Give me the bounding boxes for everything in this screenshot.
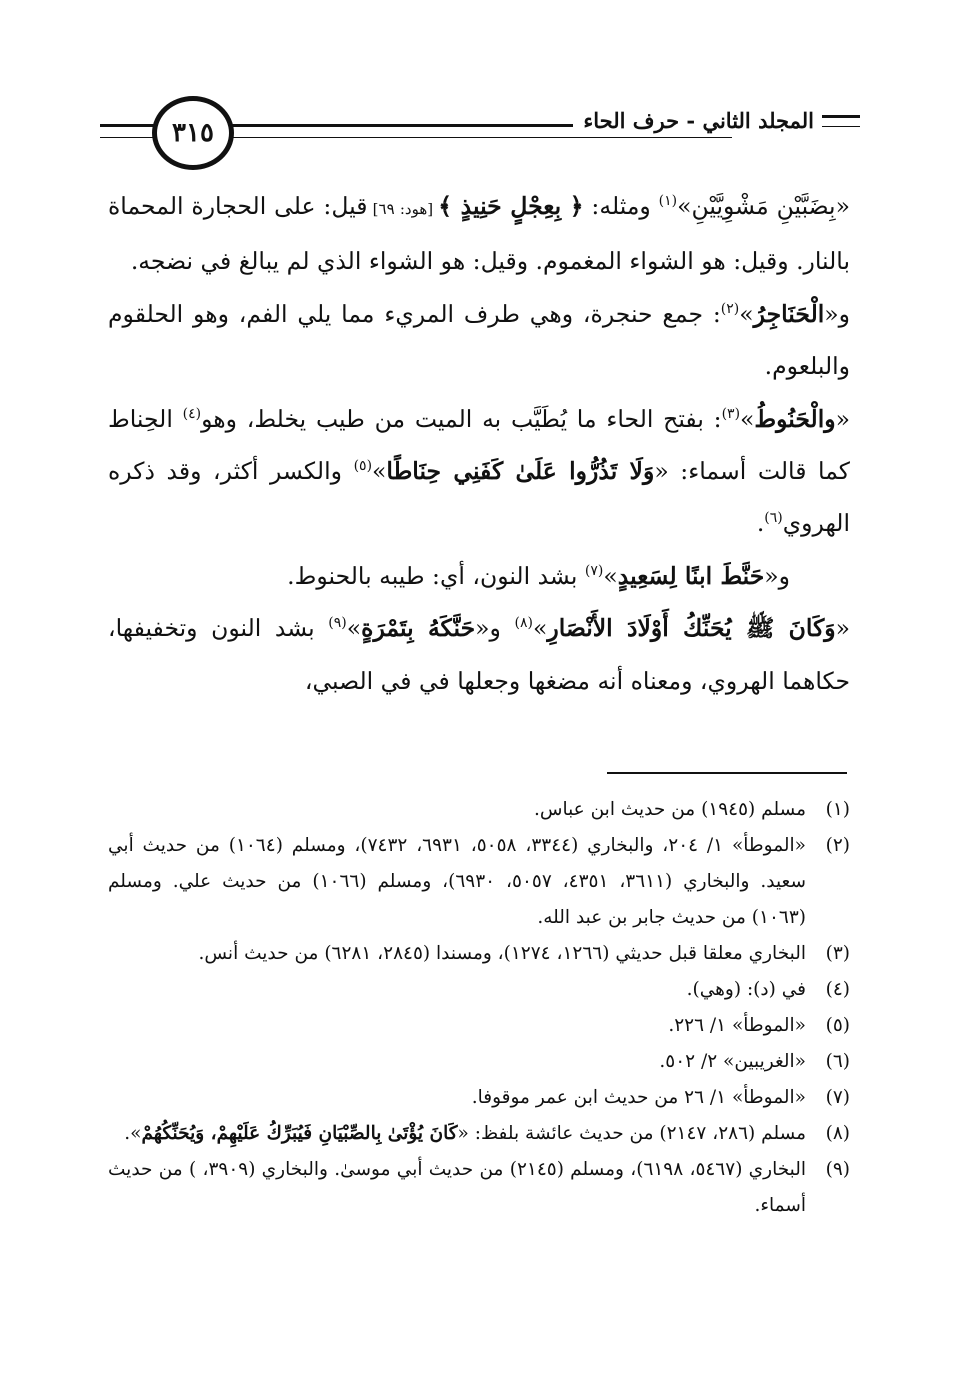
hadith-quote: كَانَ يُؤْتَىٰ بِالصِّبْيَانِ فَيُبَرِّكُ عَلَيْهِمْ، وَيُحَنِّكُهُمْ <box>141 1123 458 1144</box>
running-title: المجلد الثاني - حرف الحاء <box>583 108 814 133</box>
text: : جمع حنجرة، وهي طرف المريء مما يلي الفم، وهو الحلقوم والبلعوم. <box>108 299 850 381</box>
text: » <box>603 561 618 590</box>
text: » <box>372 457 387 486</box>
footnote-number: (٢) <box>825 835 850 856</box>
footnote-number: (٤) <box>825 979 850 1000</box>
footnotes <box>108 792 850 1224</box>
text: » <box>739 299 754 328</box>
term-hanut: والْحَنُوطُ <box>754 404 836 433</box>
footnote-text: «الموطأ» ١/ ٢٦ من حديث ابن عمر موقوفا. <box>471 1087 806 1108</box>
hadith-quote: وَكَانَ ﷺ يُحَنِّكُ أَوْلَادَ الأَنْصَارِ <box>547 614 836 643</box>
text: و« <box>824 299 850 328</box>
text: مسلم (٢٨٦، ٢١٤٧) من حديث عائشة بلفظ: « <box>457 1123 806 1144</box>
footnote-ref-6[interactable]: (٦) <box>764 510 783 527</box>
footnote-item <box>108 792 850 828</box>
term-hanajir: الْحَنَاجِرُ <box>753 299 825 328</box>
footnote-text: مسلم (١٩٤٥) من حديث ابن عباس. <box>534 799 806 820</box>
footnote-ref-8[interactable]: (٨) <box>514 615 533 632</box>
footnote-text: «الغريبين» ٢/ ٥٠٢. <box>659 1051 806 1072</box>
text: « <box>835 404 850 433</box>
footnote-item <box>108 1116 850 1152</box>
footnote-ref-2[interactable]: (٢) <box>720 300 740 317</box>
hadith-quote: حَنَّكَهُ بِتَمْرَةٍ <box>361 614 476 643</box>
text: ومثله: <box>583 192 659 220</box>
footnote-ref-5[interactable]: (٥) <box>353 458 373 475</box>
text: بشد النون وتخفيفها، حكاهما الهروي، ومعناه أنه مضغها وجعلها في في الصبي، <box>108 614 850 695</box>
paragraph-4 <box>108 550 850 602</box>
footnote-text <box>108 1116 806 1152</box>
text: و« <box>764 561 790 590</box>
footnote-ref-4[interactable]: (٤) <box>182 405 202 422</box>
quran-reference: [هود: ٦٩] <box>367 200 439 218</box>
quran-quote: ﴿ بِعِجْلٍ حَنِيذٍ ﴾ <box>438 192 584 220</box>
text: قيل: على الحجارة المحماة بالنار. وقيل: هو الشواء المغموم. وقيل: هو الشواء الذي لم يبالغ في نضجه. <box>108 192 850 276</box>
page-header <box>100 96 860 176</box>
text: . <box>756 509 765 538</box>
footnote-item <box>108 828 850 936</box>
footnote-ref-9[interactable]: (٩) <box>328 615 347 632</box>
footnote-text: البخاري (٥٤٦٧، ٦١٩٨)، ومسلم (٢١٤٥) من حديث أبي موسىٰ. والبخاري (٣٩٠٩، ) من حديث أسماء. <box>108 1159 807 1216</box>
footnote-text: البخاري معلقا قبل حديثي (١٢٦٦، ١٢٧٤)، ومسندا (٢٨٤٥، ٦٢٨١) من حديث أنس. <box>198 943 806 964</box>
footnote-ref-3[interactable]: (٣) <box>721 405 741 422</box>
text: : بفتح الحاء ما يُطَيَّب به الميت من طيب يخلط، وهو <box>201 404 722 433</box>
footnote-divider <box>607 772 847 774</box>
footnote-number: (٧) <box>825 1087 850 1108</box>
footnote-item <box>108 1008 850 1044</box>
paragraph-2 <box>108 288 850 393</box>
header-rule-left <box>100 124 160 138</box>
page-number-badge <box>152 96 234 170</box>
text: بشد النون، أي: طيبه بالحنوط. <box>287 561 585 590</box>
text: والكسر أكثر، وقد ذكره الهروي <box>108 457 850 538</box>
footnote-item <box>108 1044 850 1080</box>
paragraph-3 <box>108 393 850 550</box>
hadith-quote: وَلَا تَذُرُّوا عَلَىٰ كَفَنِي حِنَاطًا <box>386 457 655 486</box>
page-number: ٣١٥ <box>172 118 214 148</box>
footnote-text: «الموطأ» ١/ ٢٠٤، والبخاري (٣٣٤٤، ٥٠٥٨، ٦٩٣١، ٧٤٣٢)، ومسلم (١٠٦٤) من حديث أبي سعيد. والبخاري (٣٦١١، ٤٣٥١، ٥٠٥٧، ٦٩٣٠)، ومسلم (١٠٦٦) من حديث علي. ومسلم (١٠٦٣) من حديث جابر بن عبد الله. <box>108 835 806 928</box>
title-dash-mark <box>822 115 860 127</box>
footnote-ref-7[interactable]: (٧) <box>584 563 604 580</box>
text: » <box>740 404 755 433</box>
main-text <box>108 180 850 707</box>
footnote-text: «الموطأ» ١/ ٢٢٦. <box>668 1015 806 1036</box>
paragraph-1 <box>108 180 850 288</box>
footnote-text: في (د): (وهي). <box>686 979 806 1000</box>
footnote-item <box>108 1080 850 1116</box>
footnote-item <box>108 972 850 1008</box>
footnote-ref-1[interactable]: (١) <box>658 193 678 210</box>
text: « <box>835 614 850 643</box>
text: ». <box>124 1123 142 1144</box>
footnote-number: (٦) <box>825 1051 850 1072</box>
term-hannata: حَنَّطَ ابنًا لِسَعِيدٍ <box>617 561 765 590</box>
footnote-item <box>108 1152 850 1224</box>
text: » <box>346 614 362 643</box>
paragraph-5 <box>108 602 850 707</box>
footnote-number: (٥) <box>825 1015 850 1036</box>
running-title-block <box>573 108 860 133</box>
footnote-number: (١) <box>825 799 850 820</box>
text: الحِناط كما قالت أسماء: « <box>108 404 850 486</box>
footnote-number: (٩) <box>825 1159 850 1180</box>
text: و« <box>475 614 515 643</box>
term-dabbayn: «بِضَبَّيْنِ مَشْوِيَّيْنِ» <box>677 192 850 220</box>
footnote-number: (٨) <box>825 1123 850 1144</box>
footnote-number: (٣) <box>825 943 850 964</box>
footnote-item <box>108 936 850 972</box>
text: » <box>532 614 548 643</box>
